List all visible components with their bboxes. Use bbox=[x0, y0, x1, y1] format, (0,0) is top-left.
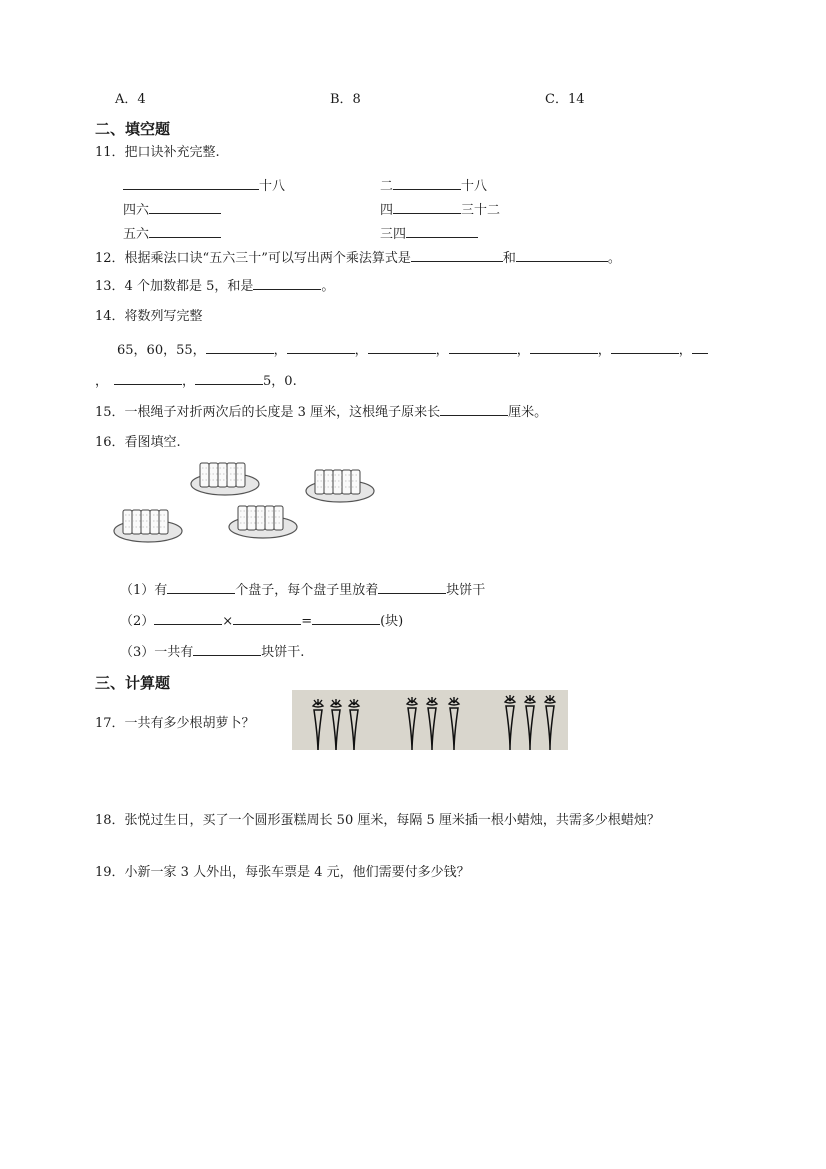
question-18: 18．张悦过生日，买了一个圆形蛋糕周长 50 厘米，每隔 5 厘米插一根小蜡烛，共需多少根蜡烛？ bbox=[95, 813, 660, 828]
question-13: 13．4 个加数都是 5，和是 。 bbox=[95, 279, 335, 294]
answer-blank[interactable] bbox=[167, 581, 235, 594]
answer-blank[interactable] bbox=[312, 612, 380, 625]
question-17: 17．一共有多少根胡萝卜？ bbox=[95, 716, 255, 731]
carrots-figure bbox=[292, 690, 568, 750]
answer-blank[interactable] bbox=[406, 225, 478, 238]
q11-row2-right: 四 三十二 bbox=[380, 203, 501, 218]
plate-2 bbox=[306, 470, 374, 502]
q16-part1: （1）有 个盘子，每个盘子里放着 块饼干 bbox=[120, 583, 486, 598]
q16-part2: （2） × = (块) bbox=[120, 614, 404, 629]
answer-blank[interactable] bbox=[611, 341, 679, 354]
answer-blank[interactable] bbox=[253, 277, 321, 290]
answer-blank[interactable] bbox=[233, 612, 301, 625]
answer-blank[interactable] bbox=[692, 341, 708, 354]
answer-blank[interactable] bbox=[193, 643, 261, 656]
q11-row3-right: 三四 bbox=[380, 225, 478, 243]
answer-blank[interactable] bbox=[393, 201, 461, 214]
carrot bbox=[449, 697, 459, 750]
section-title-fill-in: 二、填空题 bbox=[95, 120, 171, 138]
option-c: C．14 bbox=[545, 92, 585, 107]
q16-part3: （3）一共有 块饼干. bbox=[120, 645, 305, 660]
answer-blank[interactable] bbox=[516, 249, 608, 262]
carrot bbox=[349, 699, 359, 750]
plate-1 bbox=[191, 463, 259, 495]
option-b: B．8 bbox=[330, 92, 361, 107]
answer-blank[interactable] bbox=[449, 341, 517, 354]
carrot bbox=[407, 697, 417, 750]
option-a: A．4 bbox=[115, 92, 146, 107]
biscuit-plates-figure bbox=[110, 455, 380, 555]
answer-blank[interactable] bbox=[530, 341, 598, 354]
carrot-group-2 bbox=[407, 697, 459, 750]
answer-blank[interactable] bbox=[287, 341, 355, 354]
answer-blank[interactable] bbox=[195, 372, 263, 385]
answer-blank[interactable] bbox=[154, 612, 222, 625]
answer-blank[interactable] bbox=[206, 341, 274, 354]
answer-blank[interactable] bbox=[149, 201, 221, 214]
plate-4 bbox=[229, 506, 297, 538]
question-14-prompt: 14．将数列写完整 bbox=[95, 309, 203, 324]
answer-blank[interactable] bbox=[440, 403, 508, 416]
question-16-prompt: 16．看图填空. bbox=[95, 435, 181, 450]
carrot-group-1 bbox=[313, 699, 359, 750]
q14-sequence-line2: ， ， 5，0. bbox=[95, 374, 297, 389]
question-12: 12．根据乘法口诀“五六三十”可以写出两个乘法算式是 和 。 bbox=[95, 251, 621, 266]
carrot bbox=[525, 695, 535, 750]
answer-blank[interactable] bbox=[123, 177, 259, 190]
carrot bbox=[545, 695, 555, 750]
carrot bbox=[427, 697, 437, 750]
q11-row3-left: 五六 bbox=[123, 225, 221, 243]
answer-blank[interactable] bbox=[149, 225, 221, 238]
answer-blank[interactable] bbox=[411, 249, 503, 262]
carrot-group-3 bbox=[505, 695, 555, 750]
section-title-calculation: 三、计算题 bbox=[95, 674, 171, 692]
q14-sequence-line1: 65，60，55， ， ， ， ， ， ， bbox=[117, 341, 708, 359]
q11-row1-right: 二 十八 bbox=[380, 179, 488, 194]
q11-row2-left: 四六 bbox=[123, 201, 221, 219]
answer-blank[interactable] bbox=[368, 341, 436, 354]
carrot bbox=[331, 699, 341, 750]
answer-blank[interactable] bbox=[378, 581, 446, 594]
question-11-prompt: 11．把口诀补充完整. bbox=[95, 145, 220, 160]
answer-blank[interactable] bbox=[393, 177, 461, 190]
answer-blank[interactable] bbox=[114, 372, 182, 385]
question-19: 19．小新一家 3 人外出，每张车票是 4 元，他们需要付多少钱？ bbox=[95, 865, 470, 880]
carrot bbox=[313, 699, 323, 750]
plate-3 bbox=[114, 510, 182, 542]
q11-row1-left: 十八 bbox=[123, 177, 285, 195]
question-15: 15．一根绳子对折两次后的长度是 3 厘米，这根绳子原来长 厘米。 bbox=[95, 405, 548, 420]
carrot bbox=[505, 695, 515, 750]
